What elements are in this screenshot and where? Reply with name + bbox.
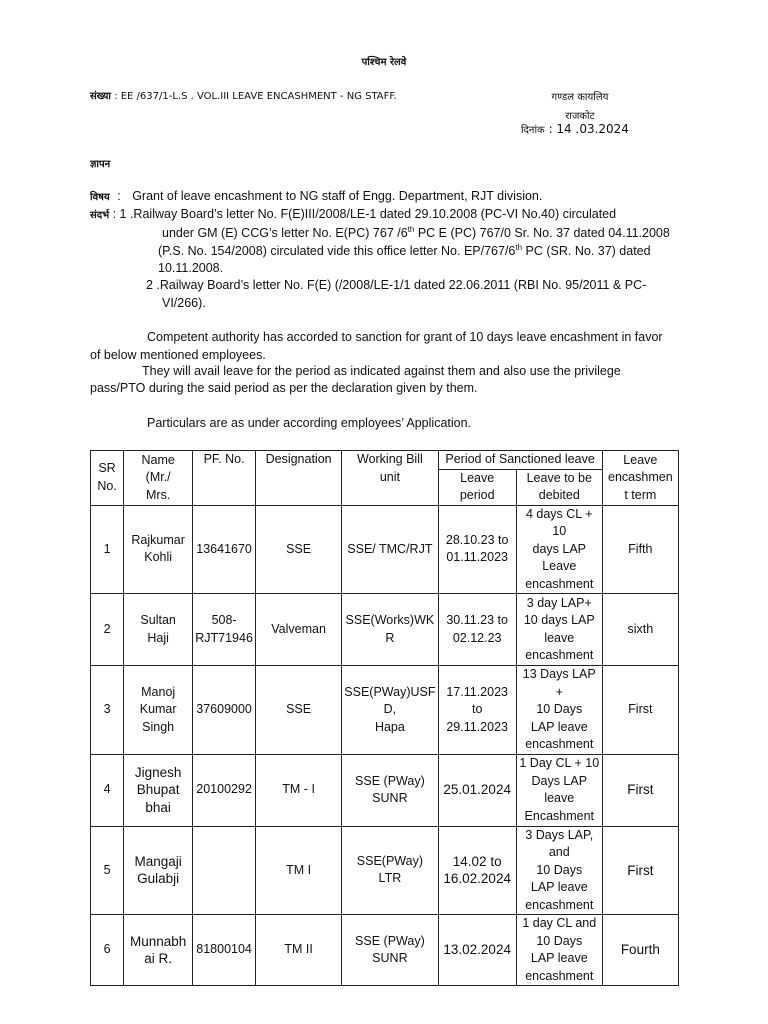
date-line [521, 122, 629, 136]
cell-debit: 3 Days LAP, and 10 Days LAP leave encashment [516, 826, 602, 915]
cell-bill: SSE (PWay) SUNR [342, 754, 438, 826]
cell-desig: SSE [255, 666, 341, 755]
memo-heading: ज्ञापन [90, 159, 111, 170]
cell-period: 13.02.2024 [438, 915, 516, 986]
subject-colon: : [117, 189, 121, 203]
ref-1b-post: PC E (PC) 767/0 Sr. No. 37 dated 04.11.2008 [414, 226, 670, 241]
cell-desig: TM - I [255, 754, 341, 826]
table-row [91, 505, 679, 594]
cell-bill: SSE (PWay) SUNR [342, 915, 438, 986]
cell-name: Mangaji Gulabji [124, 826, 193, 915]
cell-name: Jignesh Bhupat bhai [124, 754, 193, 826]
cell-name: Manoj Kumar Singh [124, 666, 193, 755]
reference-line-1b [162, 225, 670, 240]
cell-sr: 3 [91, 666, 124, 755]
cell-period: 14.02 to 16.02.2024 [438, 826, 516, 915]
ref-1b-sup: th [407, 225, 415, 234]
table-row [91, 915, 679, 986]
cell-name: Munnabh ai R. [124, 915, 193, 986]
ref-value: : EE /637/1-L.S . VOL.III LEAVE ENCASHMENT - NG STAFF. [114, 91, 397, 102]
cell-period: 28.10.23 to 01.11.2023 [438, 505, 516, 594]
reference-1a-text: : 1 .Railway Board’s letter No. F(E)III/2008/LE-1 dated 29.10.2008 (PC-VI No.40) circulated [112, 207, 617, 221]
cell-pf: 13641670 [193, 505, 256, 594]
subject-line [90, 189, 542, 203]
subject-text: Grant of leave encashment to NG staff of Engg. Department, RJT division. [132, 189, 543, 203]
reference-number [90, 88, 397, 102]
cell-sr: 1 [91, 505, 124, 594]
table-row [91, 826, 679, 915]
cell-term: First [602, 666, 678, 755]
table-row [91, 594, 679, 666]
subject-label: विषय [90, 192, 110, 203]
organization-title: पश्चिम रेलवे [361, 57, 407, 68]
reference-label: संदर्भ [90, 210, 110, 221]
ref-1c-post: PC (SR. No. 37) dated [522, 244, 651, 259]
reference-line-2b: VI/266). [162, 296, 206, 310]
body-paragraph-2b: pass/PTO during the said period as per the declaration given by them. [90, 381, 478, 395]
cell-period: 30.11.23 to 02.12.23 [438, 594, 516, 666]
reference-line-1d: 10.11.2008. [158, 261, 224, 275]
cell-desig: Valveman [255, 594, 341, 666]
cell-debit: 13 Days LAP + 10 Days LAP leave encashment [516, 666, 602, 755]
office-line-1: गण्डल कायलिय [551, 92, 609, 103]
cell-term: Fifth [602, 505, 678, 594]
cell-sr: 6 [91, 915, 124, 986]
cell-pf: 508- RJT71946 [193, 594, 256, 666]
table-body [91, 505, 679, 986]
header-designation: Designation [255, 451, 341, 506]
cell-desig: TM I [255, 826, 341, 915]
leave-encashment-table [90, 450, 679, 986]
cell-sr: 5 [91, 826, 124, 915]
office-line-2: राजकोट [565, 111, 595, 122]
cell-debit: 1 day CL and 10 Days LAP leave encashment [516, 915, 602, 986]
cell-pf: 20100292 [193, 754, 256, 826]
cell-debit: 4 days CL + 10 days LAP Leave encashment [516, 505, 602, 594]
cell-bill: SSE(Works)WK R [342, 594, 438, 666]
cell-bill: SSE(PWay)USF D, Hapa [342, 666, 438, 755]
body-paragraph-3: Particulars are as under according employees’ Application. [147, 416, 472, 430]
office-block [520, 88, 640, 126]
cell-name: Rajkumar Kohli [124, 505, 193, 594]
body-paragraph-2a: They will avail leave for the period as indicated against them and also use the privilege [142, 364, 621, 378]
cell-period: 17.11.2023 to 29.11.2023 [438, 666, 516, 755]
reference-line-1c [158, 243, 651, 258]
header-pf: PF. No. [193, 451, 256, 506]
header-name: Name (Mr./ Mrs. [124, 451, 193, 506]
header-working-bill-unit: Working Bill unit [342, 451, 438, 506]
cell-bill: SSE(PWay) LTR [342, 826, 438, 915]
table-row [91, 754, 679, 826]
date-value: : 14 .03.2024 [548, 122, 629, 136]
cell-name: Sultan Haji [124, 594, 193, 666]
cell-period: 25.01.2024 [438, 754, 516, 826]
ref-1b-pre: under GM (E) CCG’s letter No. E(PC) 767 /6 [162, 226, 408, 241]
header-period-of-sanctioned-leave: Period of Sanctioned leave [438, 451, 602, 470]
table-row [91, 666, 679, 755]
cell-pf: 37609000 [193, 666, 256, 755]
cell-pf [193, 826, 256, 915]
cell-bill: SSE/ TMC/RJT [342, 505, 438, 594]
cell-desig: SSE [255, 505, 341, 594]
body-paragraph-1b: of below mentioned employees. [90, 348, 266, 362]
header-leave-period: Leave period [438, 469, 516, 505]
cell-debit: 3 day LAP+ 10 days LAP leave encashment [516, 594, 602, 666]
ref-label: संख्या [90, 91, 111, 102]
cell-term: First [602, 754, 678, 826]
cell-pf: 81800104 [193, 915, 256, 986]
header-leave-encashment-term: Leave encashmen t term [602, 451, 678, 506]
cell-desig: TM II [255, 915, 341, 986]
cell-sr: 2 [91, 594, 124, 666]
cell-term: sixth [602, 594, 678, 666]
reference-line-1a [90, 207, 616, 221]
cell-debit: 1 Day CL + 10 Days LAP leave Encashment [516, 754, 602, 826]
header-sr: SR No. [91, 451, 124, 506]
body-paragraph-1a: Competent authority has accorded to sanction for grant of 10 days leave encashment in favor [147, 330, 663, 344]
header-leave-to-be-debited: Leave to be debited [516, 469, 602, 505]
cell-term: First [602, 826, 678, 915]
cell-term: Fourth [602, 915, 678, 986]
cell-sr: 4 [91, 754, 124, 826]
ref-1c-sup: th [515, 243, 523, 252]
ref-1c-pre: (P.S. No. 154/2008) circulated vide this office letter No. EP/767/6 [158, 244, 516, 259]
reference-line-2a: 2 .Railway Board’s letter No. F(E) (/2008/LE-1/1 dated 22.06.2011 (RBI No. 95/2011 & PC- [146, 278, 647, 292]
date-label: दिनांक [521, 125, 545, 136]
